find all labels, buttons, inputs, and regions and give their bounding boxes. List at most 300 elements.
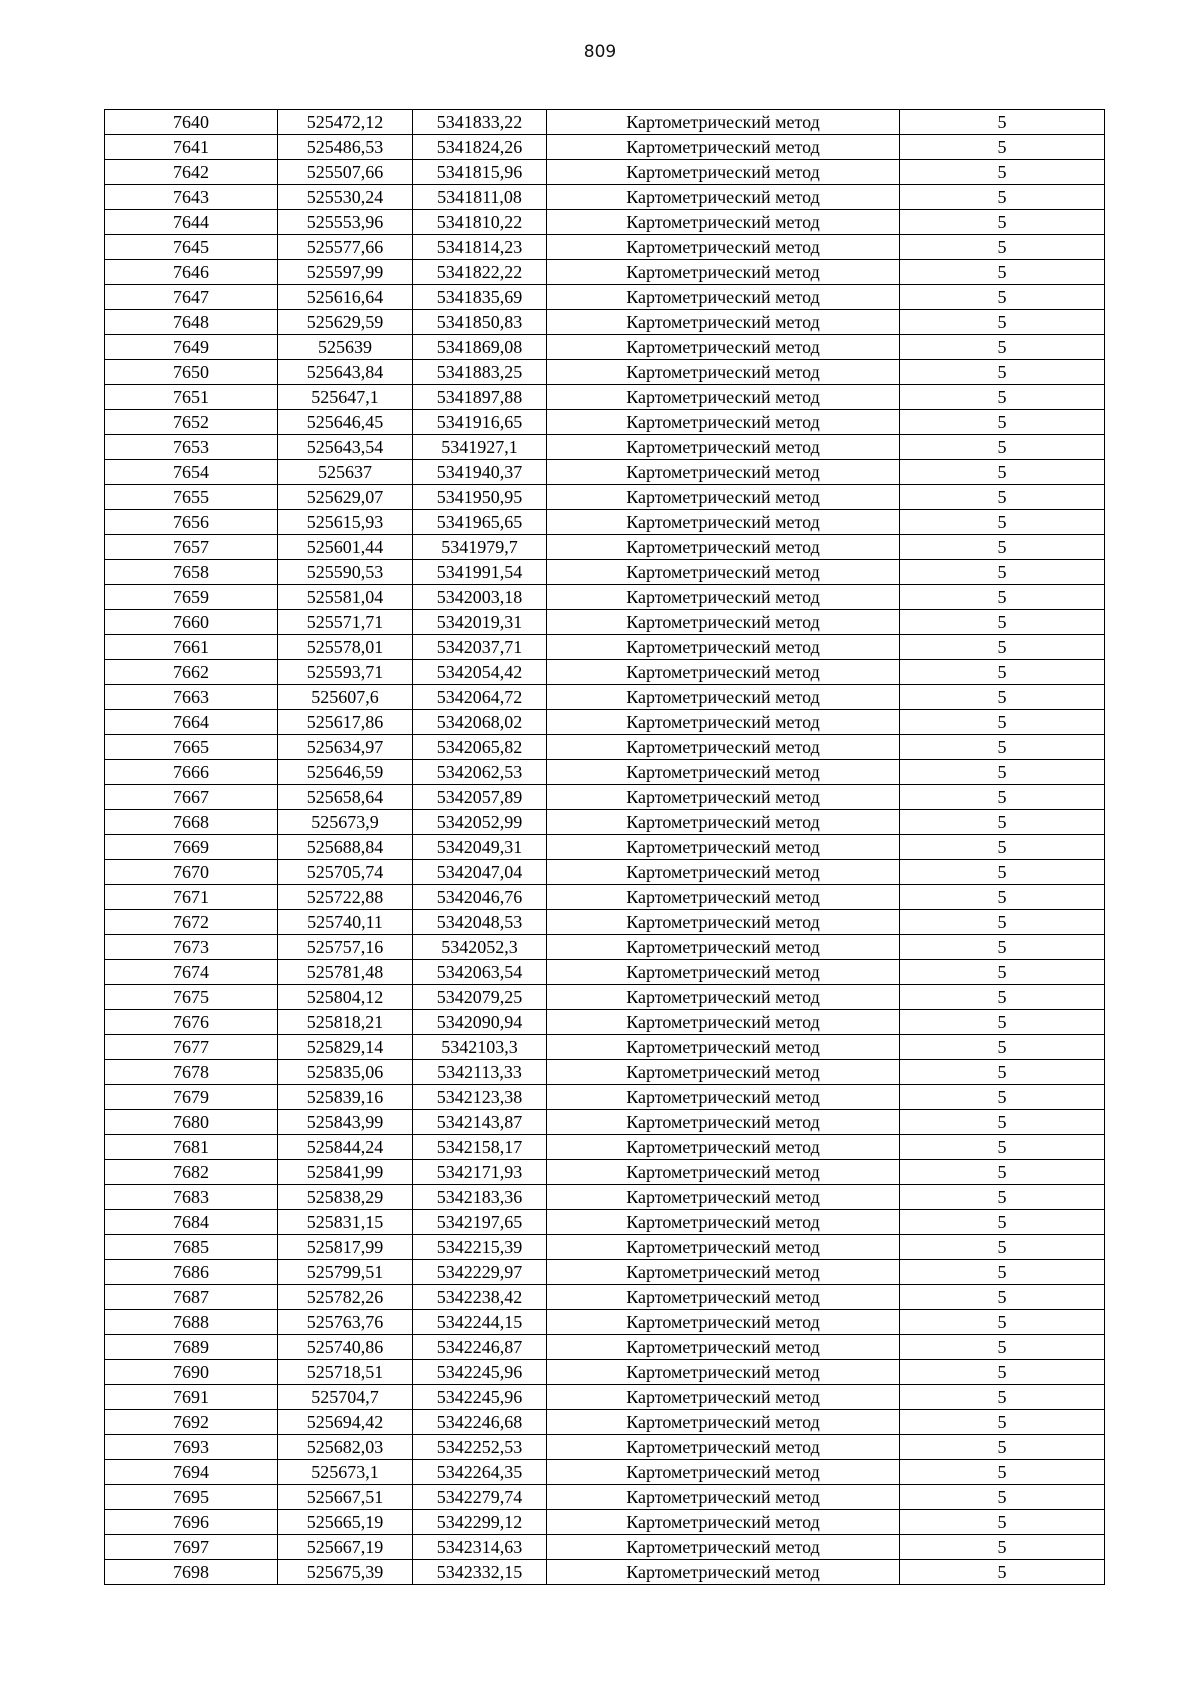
method-cell: Картометрический метод — [547, 835, 900, 860]
x-coordinate-cell: 525616,64 — [278, 285, 413, 310]
accuracy-cell: 5 — [900, 960, 1105, 985]
method-cell: Картометрический метод — [547, 785, 900, 810]
accuracy-cell: 5 — [900, 335, 1105, 360]
method-cell: Картометрический метод — [547, 1135, 900, 1160]
method-cell: Картометрический метод — [547, 285, 900, 310]
accuracy-cell: 5 — [900, 1435, 1105, 1460]
y-coordinate-cell: 5342171,93 — [413, 1160, 547, 1185]
y-coordinate-cell: 5341950,95 — [413, 485, 547, 510]
accuracy-cell: 5 — [900, 860, 1105, 885]
point-number-cell: 7685 — [105, 1235, 278, 1260]
method-cell: Картометрический метод — [547, 610, 900, 635]
method-cell: Картометрический метод — [547, 960, 900, 985]
point-number-cell: 7680 — [105, 1110, 278, 1135]
method-cell: Картометрический метод — [547, 585, 900, 610]
accuracy-cell: 5 — [900, 935, 1105, 960]
y-coordinate-cell: 5342052,99 — [413, 810, 547, 835]
y-coordinate-cell: 5342057,89 — [413, 785, 547, 810]
point-number-cell: 7658 — [105, 560, 278, 585]
point-number-cell: 7660 — [105, 610, 278, 635]
method-cell: Картометрический метод — [547, 1460, 900, 1485]
method-cell: Картометрический метод — [547, 1035, 900, 1060]
x-coordinate-cell: 525718,51 — [278, 1360, 413, 1385]
point-number-cell: 7686 — [105, 1260, 278, 1285]
accuracy-cell: 5 — [900, 285, 1105, 310]
point-number-cell: 7669 — [105, 835, 278, 860]
method-cell: Картометрический метод — [547, 435, 900, 460]
y-coordinate-cell: 5342037,71 — [413, 635, 547, 660]
x-coordinate-cell: 525646,59 — [278, 760, 413, 785]
y-coordinate-cell: 5341979,7 — [413, 535, 547, 560]
accuracy-cell: 5 — [900, 1360, 1105, 1385]
point-number-cell: 7640 — [105, 110, 278, 135]
y-coordinate-cell: 5342113,33 — [413, 1060, 547, 1085]
accuracy-cell: 5 — [900, 1510, 1105, 1535]
y-coordinate-cell: 5341916,65 — [413, 410, 547, 435]
x-coordinate-cell: 525486,53 — [278, 135, 413, 160]
accuracy-cell: 5 — [900, 210, 1105, 235]
x-coordinate-cell: 525601,44 — [278, 535, 413, 560]
y-coordinate-cell: 5342229,97 — [413, 1260, 547, 1285]
x-coordinate-cell: 525665,19 — [278, 1510, 413, 1535]
table-row — [105, 1110, 1105, 1135]
point-number-cell: 7687 — [105, 1285, 278, 1310]
page-number: 809 — [583, 42, 617, 62]
accuracy-cell: 5 — [900, 735, 1105, 760]
point-number-cell: 7656 — [105, 510, 278, 535]
accuracy-cell: 5 — [900, 560, 1105, 585]
point-number-cell: 7644 — [105, 210, 278, 235]
x-coordinate-cell: 525658,64 — [278, 785, 413, 810]
point-number-cell: 7683 — [105, 1185, 278, 1210]
point-number-cell: 7649 — [105, 335, 278, 360]
accuracy-cell: 5 — [900, 1235, 1105, 1260]
point-number-cell: 7666 — [105, 760, 278, 785]
accuracy-cell: 5 — [900, 685, 1105, 710]
x-coordinate-cell: 525581,04 — [278, 585, 413, 610]
method-cell: Картометрический метод — [547, 935, 900, 960]
table-row — [105, 210, 1105, 235]
y-coordinate-cell: 5341815,96 — [413, 160, 547, 185]
table-row — [105, 1085, 1105, 1110]
y-coordinate-cell: 5341927,1 — [413, 435, 547, 460]
x-coordinate-cell: 525831,15 — [278, 1210, 413, 1235]
x-coordinate-cell: 525757,16 — [278, 935, 413, 960]
y-coordinate-cell: 5342245,96 — [413, 1385, 547, 1410]
y-coordinate-cell: 5342279,74 — [413, 1485, 547, 1510]
table-row — [105, 1360, 1105, 1385]
accuracy-cell: 5 — [900, 160, 1105, 185]
table-row — [105, 1010, 1105, 1035]
method-cell: Картометрический метод — [547, 1510, 900, 1535]
x-coordinate-cell: 525590,53 — [278, 560, 413, 585]
table-row — [105, 760, 1105, 785]
y-coordinate-cell: 5341833,22 — [413, 110, 547, 135]
table-row — [105, 435, 1105, 460]
point-number-cell: 7647 — [105, 285, 278, 310]
accuracy-cell: 5 — [900, 660, 1105, 685]
table-row — [105, 1060, 1105, 1085]
table-row — [105, 960, 1105, 985]
point-number-cell: 7684 — [105, 1210, 278, 1235]
point-number-cell: 7681 — [105, 1135, 278, 1160]
x-coordinate-cell: 525673,9 — [278, 810, 413, 835]
x-coordinate-cell: 525637 — [278, 460, 413, 485]
accuracy-cell: 5 — [900, 835, 1105, 860]
table-row — [105, 360, 1105, 385]
table-row — [105, 410, 1105, 435]
y-coordinate-cell: 5341869,08 — [413, 335, 547, 360]
coordinates-table-body — [105, 110, 1105, 1585]
point-number-cell: 7674 — [105, 960, 278, 985]
accuracy-cell: 5 — [900, 385, 1105, 410]
table-row — [105, 610, 1105, 635]
y-coordinate-cell: 5342046,76 — [413, 885, 547, 910]
accuracy-cell: 5 — [900, 1160, 1105, 1185]
accuracy-cell: 5 — [900, 810, 1105, 835]
x-coordinate-cell: 525634,97 — [278, 735, 413, 760]
table-row — [105, 1435, 1105, 1460]
table-row — [105, 685, 1105, 710]
accuracy-cell: 5 — [900, 1560, 1105, 1585]
method-cell: Картометрический метод — [547, 135, 900, 160]
y-coordinate-cell: 5342238,42 — [413, 1285, 547, 1310]
y-coordinate-cell: 5342264,35 — [413, 1460, 547, 1485]
table-row — [105, 1335, 1105, 1360]
y-coordinate-cell: 5342103,3 — [413, 1035, 547, 1060]
x-coordinate-cell: 525530,24 — [278, 185, 413, 210]
y-coordinate-cell: 5342019,31 — [413, 610, 547, 635]
method-cell: Картометрический метод — [547, 660, 900, 685]
x-coordinate-cell: 525782,26 — [278, 1285, 413, 1310]
table-row — [105, 260, 1105, 285]
point-number-cell: 7671 — [105, 885, 278, 910]
accuracy-cell: 5 — [900, 1085, 1105, 1110]
x-coordinate-cell: 525629,59 — [278, 310, 413, 335]
method-cell: Картометрический метод — [547, 1235, 900, 1260]
y-coordinate-cell: 5342064,72 — [413, 685, 547, 710]
accuracy-cell: 5 — [900, 1210, 1105, 1235]
y-coordinate-cell: 5342063,54 — [413, 960, 547, 985]
point-number-cell: 7695 — [105, 1485, 278, 1510]
x-coordinate-cell: 525841,99 — [278, 1160, 413, 1185]
table-row — [105, 1510, 1105, 1535]
y-coordinate-cell: 5342003,18 — [413, 585, 547, 610]
y-coordinate-cell: 5342052,3 — [413, 935, 547, 960]
table-row — [105, 885, 1105, 910]
y-coordinate-cell: 5342246,87 — [413, 1335, 547, 1360]
table-row — [105, 785, 1105, 810]
table-row — [105, 510, 1105, 535]
x-coordinate-cell: 525839,16 — [278, 1085, 413, 1110]
table-row — [105, 285, 1105, 310]
table-row — [105, 160, 1105, 185]
y-coordinate-cell: 5342079,25 — [413, 985, 547, 1010]
point-number-cell: 7691 — [105, 1385, 278, 1410]
method-cell: Картометрический метод — [547, 560, 900, 585]
point-number-cell: 7655 — [105, 485, 278, 510]
accuracy-cell: 5 — [900, 610, 1105, 635]
accuracy-cell: 5 — [900, 710, 1105, 735]
method-cell: Картометрический метод — [547, 710, 900, 735]
y-coordinate-cell: 5342090,94 — [413, 1010, 547, 1035]
table-row — [105, 535, 1105, 560]
point-number-cell: 7677 — [105, 1035, 278, 1060]
accuracy-cell: 5 — [900, 485, 1105, 510]
x-coordinate-cell: 525578,01 — [278, 635, 413, 660]
point-number-cell: 7694 — [105, 1460, 278, 1485]
point-number-cell: 7682 — [105, 1160, 278, 1185]
accuracy-cell: 5 — [900, 535, 1105, 560]
point-number-cell: 7661 — [105, 635, 278, 660]
point-number-cell: 7675 — [105, 985, 278, 1010]
x-coordinate-cell: 525740,11 — [278, 910, 413, 935]
point-number-cell: 7689 — [105, 1335, 278, 1360]
accuracy-cell: 5 — [900, 460, 1105, 485]
x-coordinate-cell: 525705,74 — [278, 860, 413, 885]
point-number-cell: 7672 — [105, 910, 278, 935]
x-coordinate-cell: 525740,86 — [278, 1335, 413, 1360]
method-cell: Картометрический метод — [547, 1335, 900, 1360]
point-number-cell: 7693 — [105, 1435, 278, 1460]
method-cell: Картометрический метод — [547, 1385, 900, 1410]
accuracy-cell: 5 — [900, 435, 1105, 460]
table-row — [105, 1460, 1105, 1485]
table-row — [105, 1560, 1105, 1585]
method-cell: Картометрический метод — [547, 235, 900, 260]
table-row — [105, 1185, 1105, 1210]
x-coordinate-cell: 525843,99 — [278, 1110, 413, 1135]
y-coordinate-cell: 5341824,26 — [413, 135, 547, 160]
x-coordinate-cell: 525844,24 — [278, 1135, 413, 1160]
point-number-cell: 7667 — [105, 785, 278, 810]
y-coordinate-cell: 5341965,65 — [413, 510, 547, 535]
point-number-cell: 7651 — [105, 385, 278, 410]
x-coordinate-cell: 525673,1 — [278, 1460, 413, 1485]
accuracy-cell: 5 — [900, 310, 1105, 335]
accuracy-cell: 5 — [900, 1010, 1105, 1035]
x-coordinate-cell: 525643,84 — [278, 360, 413, 385]
method-cell: Картометрический метод — [547, 1285, 900, 1310]
point-number-cell: 7692 — [105, 1410, 278, 1435]
table-row — [105, 1235, 1105, 1260]
method-cell: Картометрический метод — [547, 1160, 900, 1185]
accuracy-cell: 5 — [900, 885, 1105, 910]
x-coordinate-cell: 525818,21 — [278, 1010, 413, 1035]
x-coordinate-cell: 525643,54 — [278, 435, 413, 460]
method-cell: Картометрический метод — [547, 1210, 900, 1235]
y-coordinate-cell: 5341835,69 — [413, 285, 547, 310]
accuracy-cell: 5 — [900, 1385, 1105, 1410]
method-cell: Картометрический метод — [547, 685, 900, 710]
table-row — [105, 1535, 1105, 1560]
table-row — [105, 1135, 1105, 1160]
y-coordinate-cell: 5341883,25 — [413, 360, 547, 385]
table-row — [105, 810, 1105, 835]
accuracy-cell: 5 — [900, 1135, 1105, 1160]
x-coordinate-cell: 525688,84 — [278, 835, 413, 860]
y-coordinate-cell: 5342252,53 — [413, 1435, 547, 1460]
method-cell: Картометрический метод — [547, 810, 900, 835]
x-coordinate-cell: 525571,71 — [278, 610, 413, 635]
point-number-cell: 7645 — [105, 235, 278, 260]
accuracy-cell: 5 — [900, 510, 1105, 535]
table-row — [105, 1160, 1105, 1185]
accuracy-cell: 5 — [900, 1485, 1105, 1510]
x-coordinate-cell: 525817,99 — [278, 1235, 413, 1260]
method-cell: Картометрический метод — [547, 1060, 900, 1085]
y-coordinate-cell: 5342065,82 — [413, 735, 547, 760]
point-number-cell: 7698 — [105, 1560, 278, 1585]
method-cell: Картометрический метод — [547, 860, 900, 885]
x-coordinate-cell: 525829,14 — [278, 1035, 413, 1060]
accuracy-cell: 5 — [900, 135, 1105, 160]
y-coordinate-cell: 5341850,83 — [413, 310, 547, 335]
x-coordinate-cell: 525639 — [278, 335, 413, 360]
table-row — [105, 1310, 1105, 1335]
table-row — [105, 110, 1105, 135]
y-coordinate-cell: 5341810,22 — [413, 210, 547, 235]
x-coordinate-cell: 525781,48 — [278, 960, 413, 985]
point-number-cell: 7697 — [105, 1535, 278, 1560]
y-coordinate-cell: 5342068,02 — [413, 710, 547, 735]
table-row — [105, 860, 1105, 885]
y-coordinate-cell: 5342332,15 — [413, 1560, 547, 1585]
x-coordinate-cell: 525704,7 — [278, 1385, 413, 1410]
method-cell: Картометрический метод — [547, 510, 900, 535]
method-cell: Картометрический метод — [547, 910, 900, 935]
y-coordinate-cell: 5342197,65 — [413, 1210, 547, 1235]
y-coordinate-cell: 5342049,31 — [413, 835, 547, 860]
point-number-cell: 7688 — [105, 1310, 278, 1335]
point-number-cell: 7657 — [105, 535, 278, 560]
table-row — [105, 310, 1105, 335]
accuracy-cell: 5 — [900, 785, 1105, 810]
point-number-cell: 7665 — [105, 735, 278, 760]
accuracy-cell: 5 — [900, 1110, 1105, 1135]
x-coordinate-cell: 525629,07 — [278, 485, 413, 510]
method-cell: Картометрический метод — [547, 535, 900, 560]
x-coordinate-cell: 525646,45 — [278, 410, 413, 435]
method-cell: Картометрический метод — [547, 260, 900, 285]
accuracy-cell: 5 — [900, 635, 1105, 660]
y-coordinate-cell: 5342244,15 — [413, 1310, 547, 1335]
y-coordinate-cell: 5342299,12 — [413, 1510, 547, 1535]
point-number-cell: 7662 — [105, 660, 278, 685]
point-number-cell: 7654 — [105, 460, 278, 485]
y-coordinate-cell: 5341940,37 — [413, 460, 547, 485]
point-number-cell: 7678 — [105, 1060, 278, 1085]
point-number-cell: 7664 — [105, 710, 278, 735]
method-cell: Картометрический метод — [547, 1260, 900, 1285]
y-coordinate-cell: 5341811,08 — [413, 185, 547, 210]
method-cell: Картометрический метод — [547, 410, 900, 435]
accuracy-cell: 5 — [900, 360, 1105, 385]
accuracy-cell: 5 — [900, 1185, 1105, 1210]
table-row — [105, 635, 1105, 660]
accuracy-cell: 5 — [900, 110, 1105, 135]
table-row — [105, 1410, 1105, 1435]
x-coordinate-cell: 525472,12 — [278, 110, 413, 135]
table-row — [105, 710, 1105, 735]
y-coordinate-cell: 5342183,36 — [413, 1185, 547, 1210]
x-coordinate-cell: 525615,93 — [278, 510, 413, 535]
coordinates-table — [104, 109, 1105, 1585]
point-number-cell: 7648 — [105, 310, 278, 335]
y-coordinate-cell: 5342054,42 — [413, 660, 547, 685]
table-row — [105, 385, 1105, 410]
y-coordinate-cell: 5342215,39 — [413, 1235, 547, 1260]
accuracy-cell: 5 — [900, 1460, 1105, 1485]
accuracy-cell: 5 — [900, 1260, 1105, 1285]
x-coordinate-cell: 525667,19 — [278, 1535, 413, 1560]
table-row — [105, 1035, 1105, 1060]
accuracy-cell: 5 — [900, 760, 1105, 785]
accuracy-cell: 5 — [900, 1310, 1105, 1335]
point-number-cell: 7663 — [105, 685, 278, 710]
accuracy-cell: 5 — [900, 585, 1105, 610]
x-coordinate-cell: 525597,99 — [278, 260, 413, 285]
method-cell: Картометрический метод — [547, 760, 900, 785]
method-cell: Картометрический метод — [547, 160, 900, 185]
accuracy-cell: 5 — [900, 1060, 1105, 1085]
point-number-cell: 7641 — [105, 135, 278, 160]
accuracy-cell: 5 — [900, 185, 1105, 210]
point-number-cell: 7659 — [105, 585, 278, 610]
accuracy-cell: 5 — [900, 985, 1105, 1010]
x-coordinate-cell: 525617,86 — [278, 710, 413, 735]
y-coordinate-cell: 5341991,54 — [413, 560, 547, 585]
point-number-cell: 7650 — [105, 360, 278, 385]
y-coordinate-cell: 5342246,68 — [413, 1410, 547, 1435]
accuracy-cell: 5 — [900, 1035, 1105, 1060]
table-row — [105, 910, 1105, 935]
x-coordinate-cell: 525682,03 — [278, 1435, 413, 1460]
table-row — [105, 460, 1105, 485]
table-row — [105, 835, 1105, 860]
accuracy-cell: 5 — [900, 260, 1105, 285]
method-cell: Картометрический метод — [547, 110, 900, 135]
accuracy-cell: 5 — [900, 410, 1105, 435]
method-cell: Картометрический метод — [547, 385, 900, 410]
point-number-cell: 7642 — [105, 160, 278, 185]
y-coordinate-cell: 5342048,53 — [413, 910, 547, 935]
x-coordinate-cell: 525763,76 — [278, 1310, 413, 1335]
point-number-cell: 7643 — [105, 185, 278, 210]
y-coordinate-cell: 5341897,88 — [413, 385, 547, 410]
table-row — [105, 735, 1105, 760]
point-number-cell: 7646 — [105, 260, 278, 285]
y-coordinate-cell: 5342143,87 — [413, 1110, 547, 1135]
y-coordinate-cell: 5341814,23 — [413, 235, 547, 260]
point-number-cell: 7679 — [105, 1085, 278, 1110]
point-number-cell: 7652 — [105, 410, 278, 435]
x-coordinate-cell: 525694,42 — [278, 1410, 413, 1435]
method-cell: Картометрический метод — [547, 885, 900, 910]
point-number-cell: 7673 — [105, 935, 278, 960]
y-coordinate-cell: 5342047,04 — [413, 860, 547, 885]
y-coordinate-cell: 5342245,96 — [413, 1360, 547, 1385]
table-row — [105, 485, 1105, 510]
accuracy-cell: 5 — [900, 910, 1105, 935]
x-coordinate-cell: 525722,88 — [278, 885, 413, 910]
table-row — [105, 235, 1105, 260]
table-row — [105, 985, 1105, 1010]
method-cell: Картометрический метод — [547, 1185, 900, 1210]
accuracy-cell: 5 — [900, 1410, 1105, 1435]
method-cell: Картометрический метод — [547, 735, 900, 760]
y-coordinate-cell: 5341822,22 — [413, 260, 547, 285]
